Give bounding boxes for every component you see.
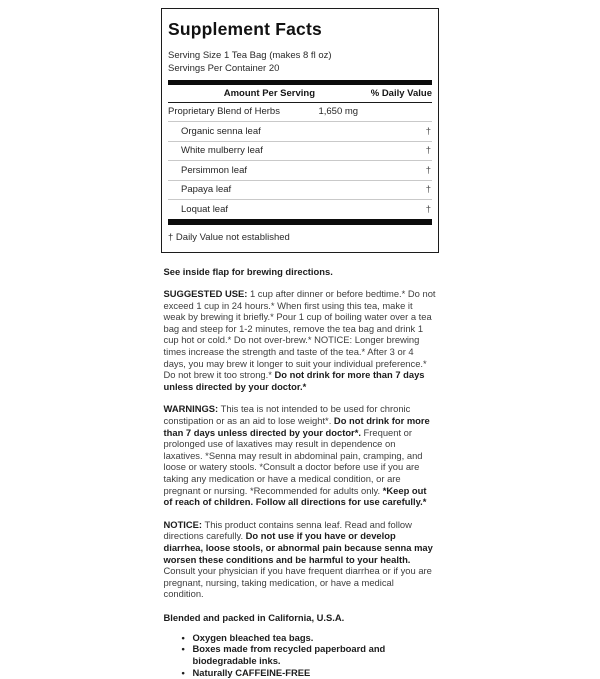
- warnings-bold-1: Do not drink for more than 7 days unless directed by your doctor*.: [163, 415, 430, 438]
- bullet-item: • Oxygen bleached tea bags.: [193, 632, 437, 644]
- panel-title: Supplement Facts: [168, 19, 322, 39]
- ingredient-row: [168, 199, 432, 219]
- suggested-use-paragraph: [164, 288, 437, 392]
- notice-text-1: This product contains senna leaf. Read and follow directions carefully.: [163, 518, 412, 542]
- bullet-item: • Naturally CAFFEINE-FREE: [193, 667, 437, 679]
- warnings-text-1: This tea is not intended to be used for chronic constipation or as an aid to lose weight*.: [163, 403, 411, 427]
- suggested-use-label: SUGGESTED USE:: [163, 288, 248, 300]
- blend-name: Proprietary Blend of Herbs: [168, 106, 280, 117]
- notice-label: NOTICE:: [163, 518, 203, 530]
- ingredient-name: Papaya leaf: [181, 184, 232, 195]
- suggested-use-text: 1 cup after dinner or before bedtime.* Do not exceed 1 cup in 24 hours.* When first using this tea, make it weak by brewing it briefly.* Pour 1 cup of boiling water over a tea bag and steep for 1-2 minutes, remove the tea bag and drink 1 cup hot or cold.* Do not over-brew.* NOTICE: Longer brewing times increase the strength and taste of the tea.* After 3 or 4 days, you may brew it longer to suit your individual preference.* Do not brew it too strong.*: [163, 288, 436, 381]
- thick-rule-bottom: [168, 219, 432, 225]
- ingredient-row: [168, 160, 432, 180]
- suggested-use-bold-warning: Do not drink for more than 7 days unless directed by your doctor.*: [163, 369, 425, 392]
- warnings-text-2: Frequent or prolonged use of laxatives may result in dependence on laxatives. *Senna may result in abdominal pain, cramping, and loose or watery stools. *Consult a doctor before use if you are taking any medication or have a medical condition, or are pregnant or nursing. *Recommended for adults only.: [163, 426, 423, 496]
- supplement-facts-panel: [161, 8, 439, 253]
- eco-bullet-list: [164, 632, 437, 679]
- bullet-item: • Boxes made from recycled paperboard and biodegradable inks.: [193, 643, 437, 667]
- daily-value-footnote: † Daily Value not established: [168, 231, 290, 243]
- ingredient-row: [168, 121, 432, 141]
- warnings-bold-2: *Keep out of reach of children. Follow all directions for use carefully.*: [163, 484, 427, 508]
- daily-value-dagger: †: [425, 145, 431, 156]
- warnings-label: WARNINGS:: [163, 403, 219, 415]
- serving-size-line: Serving Size 1 Tea Bag (makes 8 fl oz): [168, 50, 332, 61]
- servings-per-container-line: Servings Per Container 20: [168, 62, 280, 74]
- notice-paragraph: [164, 519, 437, 600]
- ingredient-row: [168, 141, 432, 161]
- blend-amount: 1,650 mg: [318, 106, 359, 117]
- notice-bold-1: Do not use if you have or develop diarrhea, loose stools, or abnormal pain because senna may worsen these conditions and be harmful to your health.: [163, 530, 433, 565]
- daily-value-header: % Daily Value: [370, 87, 432, 99]
- amount-per-serving-header: Amount Per Serving: [223, 87, 316, 99]
- brewing-directions-note: See inside flap for brewing directions.: [163, 265, 333, 277]
- ingredient-name: Loquat leaf: [181, 203, 229, 215]
- serving-info: [168, 50, 432, 75]
- notice-text-2: Consult your physician if you have frequent diarrhea or if you are pregnant, nursing, taking medication, or have a medical condition.: [163, 565, 432, 600]
- ingredient-row: [168, 180, 432, 200]
- daily-value-dagger: †: [425, 184, 431, 195]
- ingredient-name: Organic senna leaf: [181, 125, 261, 137]
- table-header-row: [168, 85, 432, 103]
- blend-row: [168, 103, 432, 122]
- label-body-copy: [164, 266, 437, 679]
- origin-line: Blended and packed in California, U.S.A.: [163, 611, 345, 623]
- ingredient-name: Persimmon leaf: [181, 164, 247, 176]
- ingredient-name: White mulberry leaf: [181, 145, 263, 156]
- warnings-paragraph: [164, 403, 437, 507]
- daily-value-dagger: †: [425, 164, 431, 176]
- daily-value-dagger: †: [425, 203, 431, 215]
- daily-value-dagger: †: [425, 125, 431, 137]
